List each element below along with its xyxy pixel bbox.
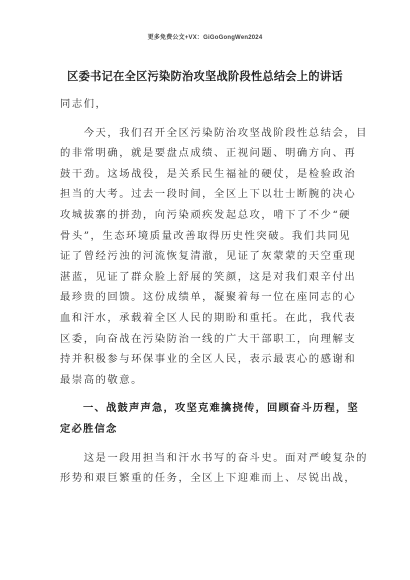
paragraph-gap <box>60 115 360 123</box>
paragraph-gap <box>60 390 360 398</box>
body-line: 最珍贵的回馈。这份成绩单，凝聚着每一位在座同志的心 <box>60 291 357 304</box>
body-line: 湛蓝，见证了群众脸上舒展的笑颜，这是对我们艰辛付出 <box>60 270 357 283</box>
body-line: 鼓干劲。这场战役，是关系民生福祉的硬仗，是检验政治 <box>60 167 357 180</box>
body-line: 这是一段用担当和汗水书写的奋斗史。面对严峻复杂的 <box>60 451 369 464</box>
body-line: 区委，向奋战在污染防治一线的广大干部职工，向理解支 <box>60 332 357 345</box>
body-line: 最崇高的敬意。 <box>60 373 143 386</box>
body-line: 的非常明确，就是要盘点成绩、正视问题、明确方向、再 <box>60 147 357 160</box>
salutation-line: 同志们， <box>60 98 108 110</box>
body-line: 担当的大考。过去一段时间，全区上下以壮士断腕的决心 <box>60 188 357 201</box>
section-heading-line: 一、战鼓声声急，攻坚克难擒挠传，回顾奋斗历程，坚 <box>60 402 359 415</box>
document-body <box>60 94 369 489</box>
body-line: 形势和艰巨繁重的任务，全区上下迎难而上、尽锐出战， <box>60 472 357 485</box>
section-heading-line: 定必胜信念 <box>60 422 118 435</box>
body-line: 血和汗水，承载着全区人民的期盼和重托。在此，我代表 <box>60 311 357 324</box>
body-line: 证了曾经污浊的河流恢复清澈，见证了灰蒙蒙的天空重现 <box>60 250 357 263</box>
document-title: 区委书记在全区污染防治攻坚战阶段性总结会上的讲话 <box>67 70 343 83</box>
paragraph-gap <box>60 440 360 448</box>
body-line: 骨头”，生态环境质量改善取得历史性突破。我们共同见 <box>60 229 352 242</box>
header-note: 更多免费公文+VX：GiGoGongWen2024 <box>147 35 263 41</box>
body-line: 今天，我们召开全区污染防治攻坚战阶段性总结会，目 <box>60 126 369 139</box>
body-line: 攻城拔寨的拼劲，向污染顽疾发起总攻，啃下了不少“硬 <box>60 208 352 221</box>
body-line: 持并积极参与环保事业的全区人民，表示最衷心的感谢和 <box>60 353 357 366</box>
